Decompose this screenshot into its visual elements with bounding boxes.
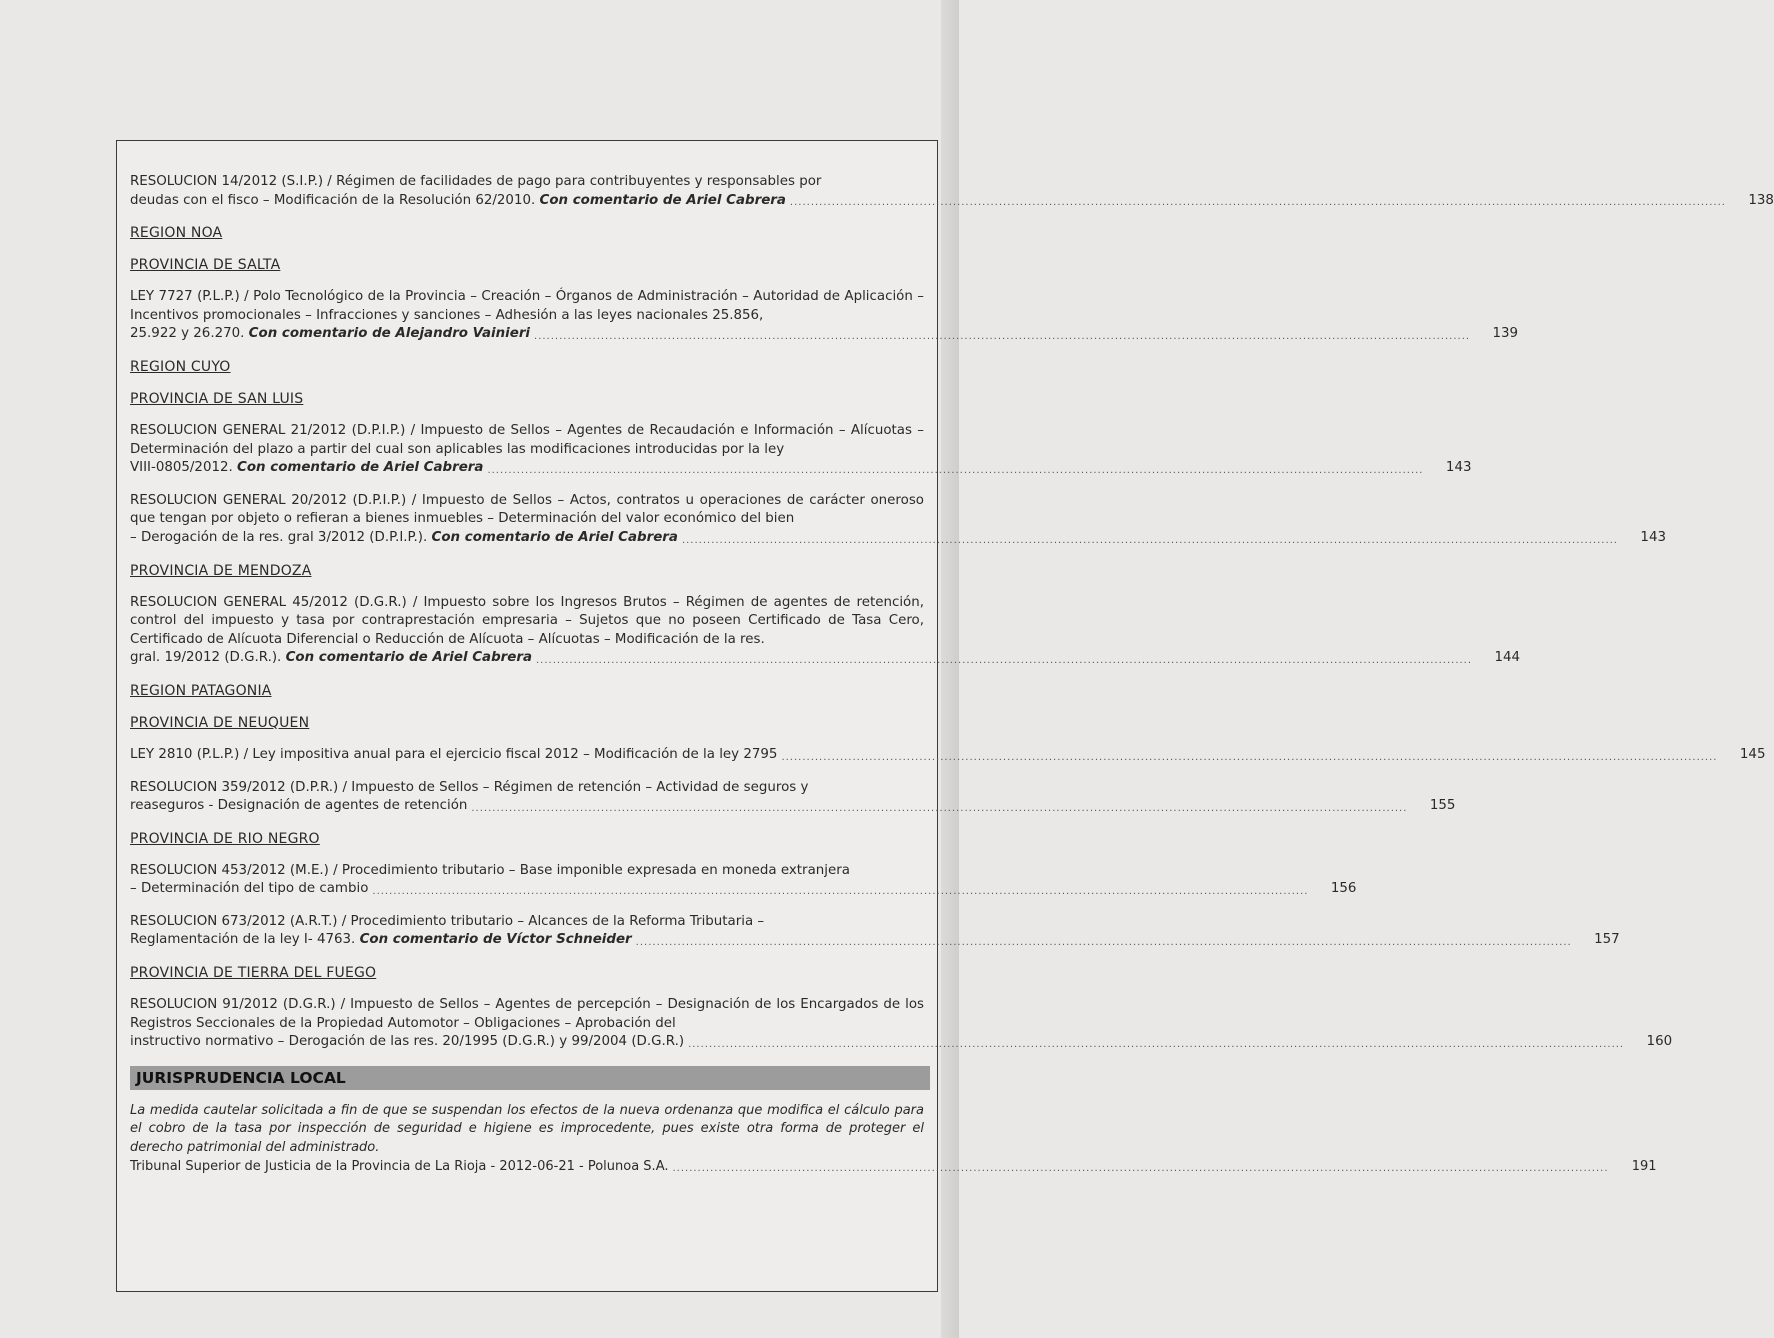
entry-comment: Con comentario de Alejandro Vainieri	[248, 326, 531, 342]
jurisprudence-entry	[130, 1102, 1657, 1176]
toc-entry	[130, 746, 1766, 765]
entry-text: – Determinación del tipo de cambio	[130, 881, 369, 897]
leader-dots: ................................................................................................................................................................................................................................	[534, 330, 1471, 342]
page-number: 145	[1739, 746, 1766, 762]
entry-text: RESOLUCION 91/2012 (D.G.R.) / Impuesto de Sellos – Agentes de percepción – Designación de los Encargados de los Registros Seccionales de la Propiedad Automotor – Obligaciones – Aprobación del	[130, 997, 924, 1031]
province-heading: PROVINCIA DE SAN LUIS	[130, 390, 304, 407]
page-number: 157	[1594, 932, 1620, 948]
entry-comment: Con comentario de Ariel Cabrera	[431, 529, 678, 545]
entry-text: RESOLUCION GENERAL 20/2012 (D.P.I.P.) / Impuesto de Sellos – Actos, contratos u operaciones de carácter oneroso que tengan por objeto o refieran a bienes inmuebles – Determinación del valor económico del bien	[130, 492, 924, 527]
province-heading: PROVINCIA DE TIERRA DEL FUEGO	[130, 965, 377, 982]
toc-entry	[130, 862, 1357, 899]
region-heading: REGION PATAGONIA	[130, 682, 272, 699]
entry-text: RESOLUCION 359/2012 (D.P.R.) / Impuesto de Sellos – Régimen de retención – Actividad de seguros y	[130, 779, 809, 795]
leader-dots: ................................................................................................................................................................................................................................	[681, 534, 1618, 546]
page-number: 191	[1631, 1158, 1657, 1174]
page-number: 144	[1494, 650, 1521, 666]
entry-text: LEY 2810 (P.L.P.) / Ley impositiva anual para el ejercicio fiscal 2012 – Modificación de la ley 2795	[130, 746, 778, 762]
entry-text: RESOLUCION GENERAL 45/2012 (D.G.R.) / Impuesto sobre los Ingresos Brutos – Régimen de agentes de retención, control del impuesto y tasa por contraprestación empresaria – Sujetos que no poseen Certificado de Tasa Cero, Certificado de Alícuota Diferencial o Reducción de Alícuota – Alícuotas – Modificación de la res.	[130, 594, 924, 647]
leader-dots: ................................................................................................................................................................................................................................	[487, 464, 1424, 476]
leader-dots: ................................................................................................................................................................................................................................	[789, 197, 1726, 209]
entry-text: deudas con el fisco – Modificación de la Resolución 62/2010.	[130, 192, 540, 208]
page-number: 143	[1445, 460, 1472, 476]
page-number: 155	[1429, 798, 1456, 814]
entry-comment: Con comentario de Ariel Cabrera	[285, 650, 532, 666]
leader-dots: ................................................................................................................................................................................................................................	[372, 885, 1309, 897]
toc-entry	[130, 913, 1620, 950]
entry-text: RESOLUCION 14/2012 (S.I.P.) / Régimen de facilidades de pago para contribuyentes y responsables por	[130, 174, 822, 189]
region-heading: REGION NOA	[130, 225, 223, 242]
toc-entry	[130, 288, 1519, 344]
toc-entry	[130, 173, 1774, 210]
page-number: 138	[1748, 192, 1774, 208]
entry-text: Reglamentación de la ley I- 4763.	[130, 932, 360, 948]
toc-entry	[130, 422, 1472, 478]
entry-text: – Derogación de la res. gral 3/2012 (D.P.I.P.).	[130, 529, 432, 545]
toc-entry	[130, 492, 1666, 548]
section-banner: JURISPRUDENCIA LOCAL	[130, 1066, 930, 1090]
toc-entry	[130, 996, 1673, 1052]
entry-text: VIII-0805/2012.	[130, 460, 238, 476]
entry-comment: Con comentario de Víctor Schneider	[359, 932, 632, 948]
page-number: 139	[1492, 326, 1519, 342]
entry-text: instructivo normativo – Derogación de las res. 20/1995 (D.G.R.) y 99/2004 (D.G.R.)	[130, 1034, 685, 1050]
toc-box	[116, 140, 1774, 1292]
entry-text: RESOLUCION 673/2012 (A.R.T.) / Procedimiento tributario – Alcances de la Reforma Tributaria –	[130, 913, 765, 929]
entry-text: RESOLUCION 453/2012 (M.E.) / Procedimiento tributario – Base imponible expresada en moneda extranjera	[130, 862, 850, 878]
province-heading: PROVINCIA DE RIO NEGRO	[130, 830, 320, 847]
leader-dots: ................................................................................................................................................................................................................................	[536, 654, 1473, 666]
leader-dots: ................................................................................................................................................................................................................................	[635, 937, 1572, 949]
entry-text: RESOLUCION GENERAL 21/2012 (D.P.I.P.) / Impuesto de Sellos – Agentes de Recaudación e Información – Alícuotas – Determinación del plazo a partir del cual son aplicables las modificaciones introducidas por la ley	[130, 422, 924, 457]
leader-dots: ................................................................................................................................................................................................................................	[471, 802, 1408, 814]
court-reference: Tribunal Superior de Justicia de la Provincia de La Rioja - 2012-06-21 - Polunoa S.A.	[130, 1158, 669, 1174]
toc-entry	[130, 594, 1521, 668]
province-heading: PROVINCIA DE SALTA	[130, 257, 281, 274]
region-heading: REGION CUYO	[130, 358, 231, 375]
entry-text: reaseguros - Designación de agentes de retención	[130, 798, 468, 814]
page-number: 156	[1330, 881, 1357, 897]
province-heading: PROVINCIA DE NEUQUEN	[130, 714, 310, 731]
leader-dots: ................................................................................................................................................................................................................................	[672, 1163, 1609, 1175]
page-number: 143	[1640, 529, 1666, 545]
toc-entry	[130, 779, 1456, 816]
entry-comment: Con comentario de Ariel Cabrera	[539, 192, 786, 208]
leader-dots: ................................................................................................................................................................................................................................	[688, 1038, 1625, 1050]
page-number: 160	[1646, 1034, 1673, 1050]
toc-content	[130, 173, 1774, 1190]
leader-dots: ................................................................................................................................................................................................................................	[781, 751, 1718, 763]
jurisprudence-summary: La medida cautelar solicitada a fin de que se suspendan los efectos de la nueva ordenanza que modifica el cálculo para el cobro de la tasa por inspección de seguridad e higiene es improcedente, pues existe otra forma de proteger el derecho patrimonial del administrado.	[130, 1102, 924, 1156]
entry-text: 25.922 y 26.270.	[130, 326, 249, 342]
entry-text: LEY 7727 (P.L.P.) / Polo Tecnológico de la Provincia – Creación – Órganos de Administración – Autoridad de Aplicación – Incentivos promocionales – Infracciones y sanciones – Adhesión a las leyes nacionales 25.856,	[130, 289, 924, 323]
entry-comment: Con comentario de Ariel Cabrera	[237, 460, 484, 476]
province-heading: PROVINCIA DE MENDOZA	[130, 562, 312, 579]
entry-text: gral. 19/2012 (D.G.R.).	[130, 650, 286, 666]
